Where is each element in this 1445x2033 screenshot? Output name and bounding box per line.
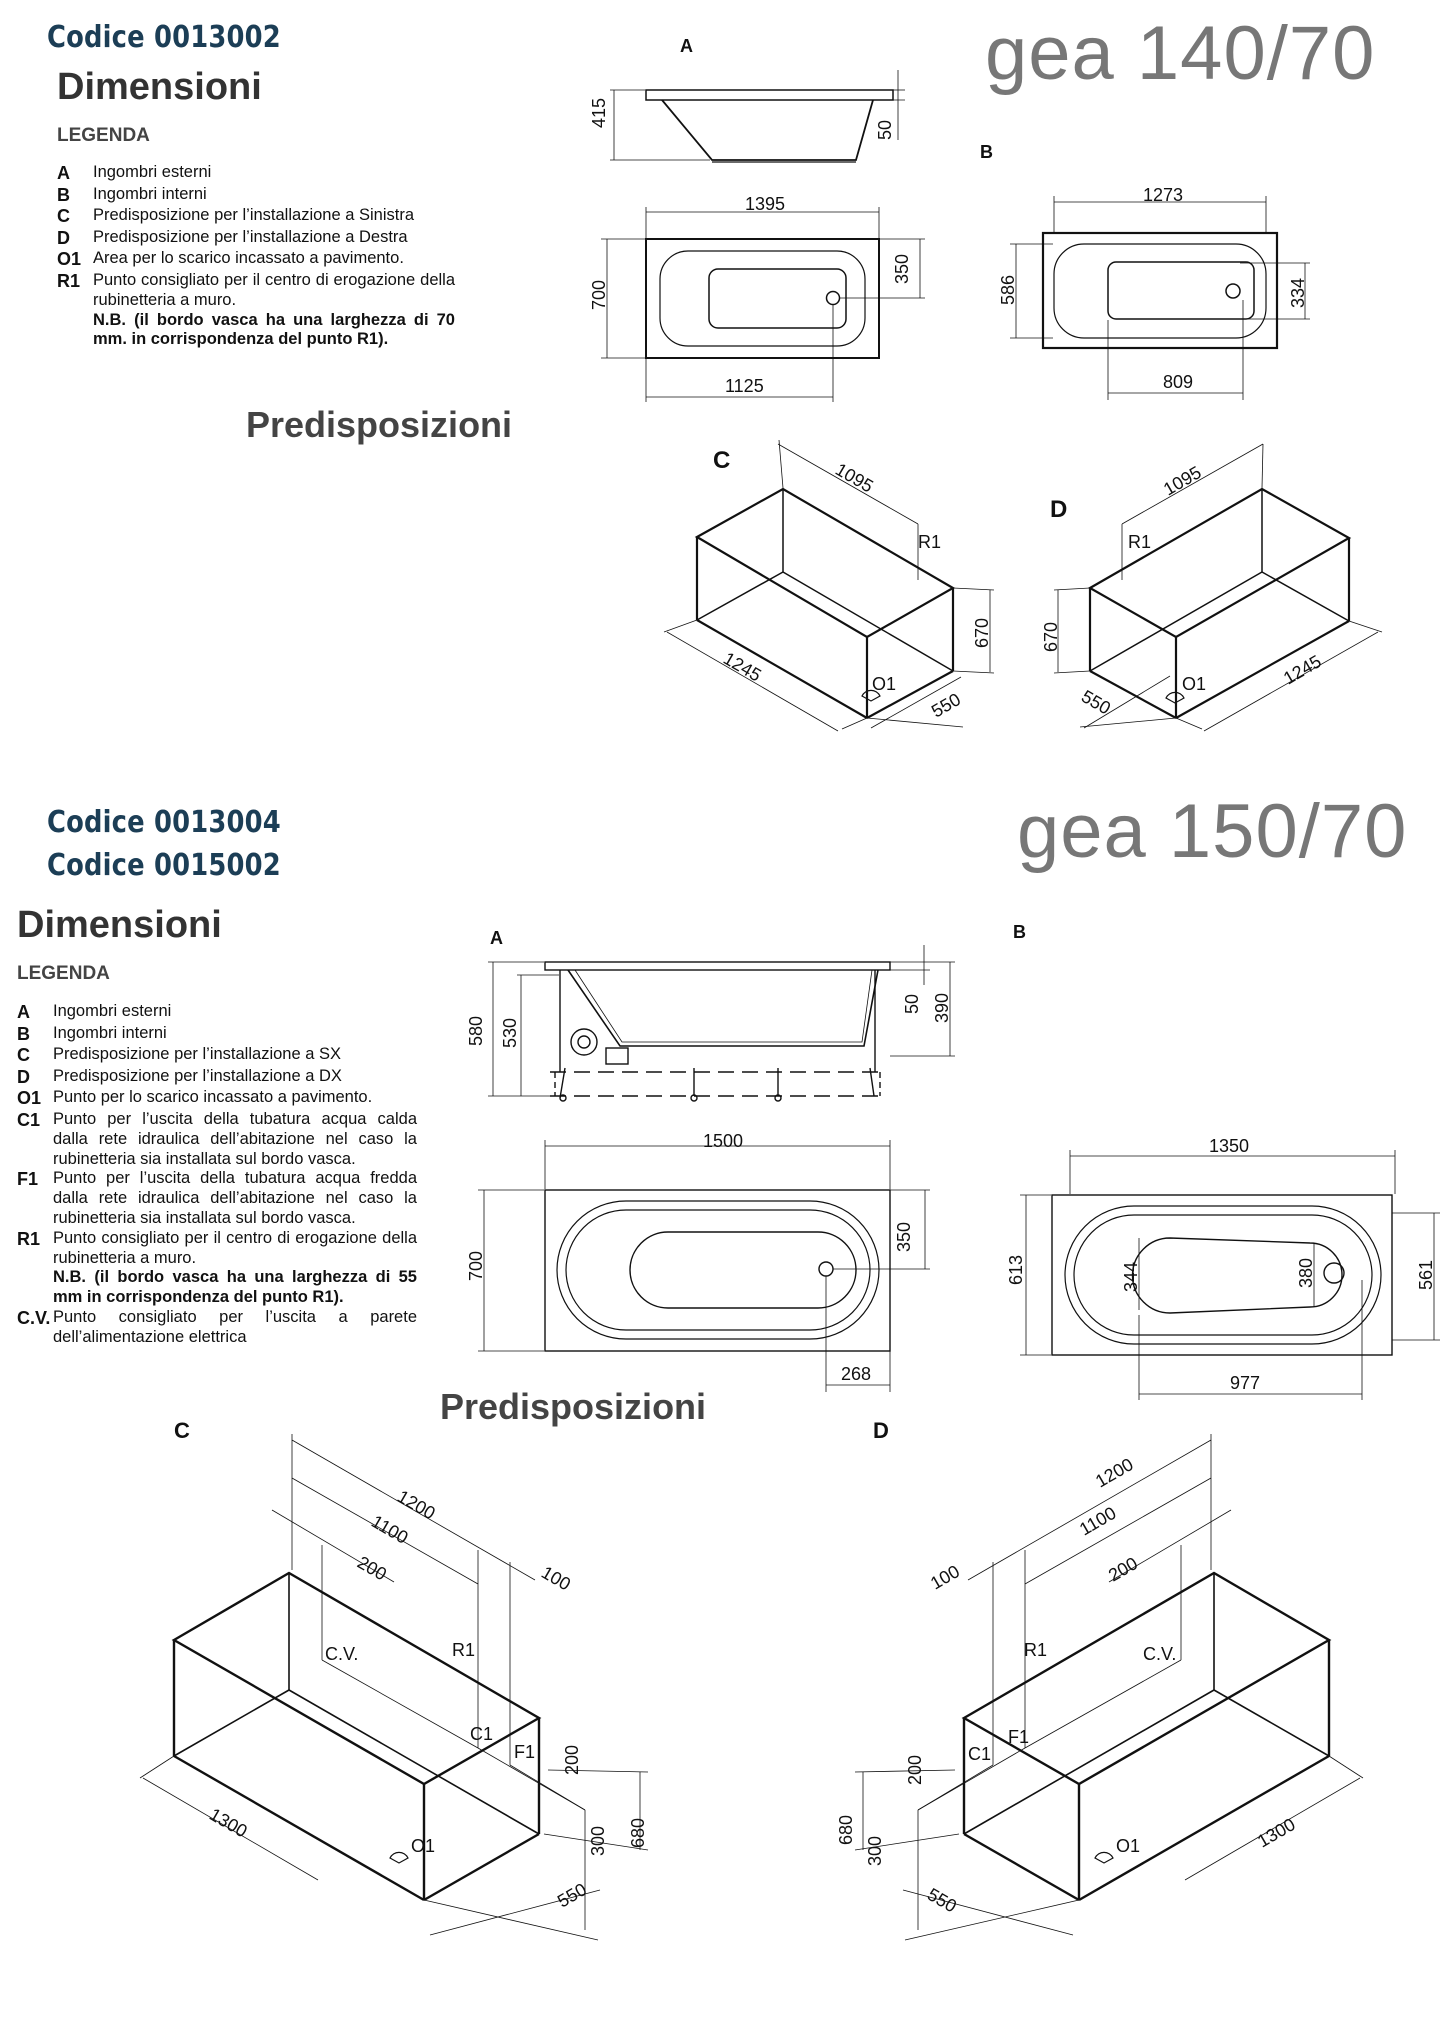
label-a-2: A — [490, 928, 503, 948]
plan-view-a — [601, 207, 925, 402]
dim-b-inner: 809 — [1163, 372, 1194, 392]
dim-b-344: 344 — [1121, 1261, 1141, 1292]
product-code: Codice 0013002 — [47, 20, 281, 55]
dim-d-1300: 1300 — [1254, 1814, 1299, 1852]
label-o1-d-2: O1 — [1116, 1836, 1141, 1856]
dim-a-half: 350 — [892, 253, 912, 284]
dim-d-100: 100 — [927, 1561, 964, 1594]
dim-d-base: 1245 — [1280, 651, 1325, 689]
dim-a-len: 1395 — [745, 194, 786, 214]
label-d-2: D — [873, 1418, 889, 1443]
dim-d-550: 550 — [924, 1884, 961, 1917]
dim-a-len-2: 1500 — [703, 1131, 744, 1151]
dim-d-height: 670 — [1041, 621, 1061, 652]
dimensions-title-2: Dimensioni — [17, 904, 222, 946]
installation-title: Predisposizioni — [246, 404, 513, 445]
dim-c-100: 100 — [538, 1562, 575, 1595]
iso-c-dims-2 — [140, 1434, 648, 1940]
dim-c-height: 670 — [972, 617, 992, 648]
label-o1-d: O1 — [1182, 674, 1207, 694]
iso-d-dims — [1054, 444, 1382, 731]
label-f1-c: F1 — [514, 1742, 536, 1762]
dim-b-half: 334 — [1288, 277, 1308, 308]
legend: A Ingombri esterni B Ingombri interni C Predisposizione per l’installazione a Sinistra D Predisposizione per l’installazione a Destra O1 Area per lo scarico incassato a pavimento. R1 Punto consigliato per il centro di erogazione della rubinetteria a muro. N.B. (il bordo vasca ha una larghezza di 70 mm. in corrispondenza del punto R1). — [57, 163, 455, 349]
dim-a-580: 580 — [466, 1015, 486, 1046]
dim-b-561: 561 — [1416, 1259, 1436, 1290]
plan-view-a-2 — [478, 1140, 930, 1392]
dim-a-inner: 1125 — [725, 376, 764, 396]
dim-c-1300: 1300 — [206, 1804, 251, 1842]
label-c1-d: C1 — [968, 1744, 992, 1764]
dim-d-200v: 200 — [905, 1754, 925, 1785]
label-b-2: B — [1013, 922, 1026, 942]
dim-a-drain: 268 — [841, 1364, 872, 1384]
dim-d-300: 300 — [865, 1835, 885, 1866]
dim-c-base: 1245 — [720, 648, 765, 686]
dim-c-1200: 1200 — [394, 1486, 439, 1524]
dim-a-half-2: 350 — [894, 1221, 914, 1252]
dim-c-550: 550 — [554, 1879, 591, 1912]
dim-b-380: 380 — [1296, 1257, 1316, 1288]
model-name: gea 140/70 — [985, 11, 1376, 96]
legend-2: A Ingombri esterni B Ingombri interni C Predisposizione per l’installazione a SX D Predisposizione per l’installazione a DX O1 Punto per lo scarico incassato a pavimento. C1 Punto per l’uscita della tubatura acqua calda dalla rete idraulica dell’abitazione nel caso la rubinetteria sia installata sul bordo vasca. F1 Punto per l’uscita della tubatura acqua fredda dalla rete idraulica dell’abitazione nel caso la rubinetteria sia installata sul bordo vasca. R1 Punto consigliato per il centro di erogazione della rubinetteria a muro. N.B. (il bordo vasca ha una larghezza di 55 mm in corrispondenza del punto R1). C.V. Punto consigliato per l’uscita a parete dell’alimentazione elettrica — [17, 1002, 417, 1346]
label-r1-c: R1 — [918, 532, 942, 552]
dim-a-50: 50 — [902, 993, 922, 1014]
dim-c-1100: 1100 — [368, 1511, 412, 1548]
dim-c-len: 1095 — [832, 459, 877, 497]
label-r1-d: R1 — [1128, 532, 1152, 552]
label-a: A — [680, 36, 693, 56]
plan-view-b-2 — [1020, 1150, 1440, 1400]
label-c: C — [713, 447, 731, 474]
label-d: D — [1050, 496, 1068, 523]
dim-a-height: 415 — [589, 97, 609, 128]
dim-a-rim: 50 — [875, 119, 895, 140]
label-cv-c: C.V. — [325, 1644, 359, 1664]
iso-c-dims — [664, 440, 994, 731]
dim-d-1100: 1100 — [1076, 1502, 1120, 1540]
label-c-2: C — [174, 1418, 190, 1443]
side-view-a-2 — [488, 945, 955, 1101]
label-c1-c: C1 — [470, 1724, 494, 1744]
label-o1-c: O1 — [872, 674, 897, 694]
dim-a-width: 700 — [589, 279, 609, 310]
dim-d-depth: 550 — [1078, 686, 1115, 719]
dim-a-390: 390 — [932, 992, 952, 1023]
iso-view-d — [1090, 489, 1349, 718]
legend-title: LEGENDA — [57, 125, 150, 146]
label-b: B — [980, 142, 993, 162]
product-code-1: Codice 0013004 — [47, 805, 281, 840]
dim-a-width-2: 700 — [466, 1250, 486, 1281]
dim-b-len: 1273 — [1143, 185, 1184, 205]
dim-b-977: 977 — [1230, 1373, 1261, 1393]
plan-view-b — [1010, 196, 1310, 400]
product-code-2: Codice 0015002 — [47, 848, 281, 883]
dim-d-len: 1095 — [1160, 462, 1205, 500]
bottom-drawings — [0, 760, 1445, 2033]
installation-title-2: Predisposizioni — [440, 1386, 707, 1427]
dim-d-680: 680 — [836, 1814, 856, 1845]
side-view-a — [610, 70, 905, 162]
label-f1-d: F1 — [1008, 1727, 1030, 1747]
dim-c-300: 300 — [588, 1825, 608, 1856]
iso-view-c — [697, 489, 953, 718]
dim-c-200v: 200 — [562, 1744, 582, 1775]
label-o1-c-2: O1 — [411, 1836, 436, 1856]
top-drawings — [0, 0, 1445, 760]
dim-b-len-2: 1350 — [1209, 1136, 1250, 1156]
dim-c-200: 200 — [354, 1552, 391, 1585]
dim-b-width: 586 — [998, 274, 1018, 305]
dim-a-530: 530 — [500, 1017, 520, 1048]
dimensions-title: Dimensioni — [57, 66, 262, 108]
legend-title-2: LEGENDA — [17, 963, 110, 984]
dim-c-depth: 550 — [928, 689, 965, 722]
dim-b-width-2: 613 — [1006, 1254, 1026, 1285]
label-r1-d-2: R1 — [1024, 1640, 1048, 1660]
dim-d-1200: 1200 — [1092, 1454, 1137, 1492]
dim-d-200: 200 — [1105, 1553, 1142, 1586]
model-name-2: gea 150/70 — [1017, 789, 1408, 874]
label-cv-d: C.V. — [1143, 1644, 1177, 1664]
label-r1-c-2: R1 — [452, 1640, 476, 1660]
dim-c-680: 680 — [628, 1817, 648, 1848]
